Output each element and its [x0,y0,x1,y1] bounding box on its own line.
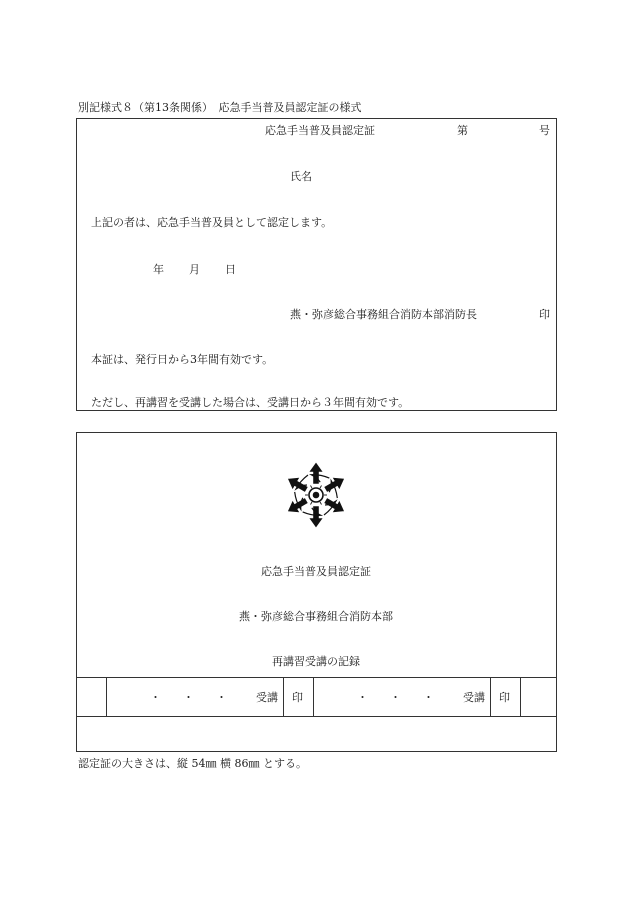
back-title: 応急手当普及員認定証 [261,565,371,578]
front-title: 応急手当普及員認定証 [265,124,375,137]
record-col-divider [313,677,314,716]
validity-text: 本証は、発行日から3年間有効です。 [91,353,274,366]
record-right-seal: 印 [499,691,510,704]
renewal-note: ただし、再講習を受講した場合は、受講日から３年間有効です。 [91,396,410,409]
date-day: 日 [225,263,236,276]
record-table-bottom-border [76,716,557,717]
form-caption: 別記様式８（第13条関係） 応急手当普及員認定証の様式 [78,101,362,114]
back-organization: 燕・弥彦総合事務組合消防本部 [239,610,393,623]
record-col-divider [283,677,284,716]
issuer-name: 燕・弥彦総合事務組合消防本部消防長 [290,308,477,321]
record-col-divider [106,677,107,716]
size-footnote: 認定証の大きさは、縦 54㎜ 横 86㎜ とする。 [78,757,307,770]
date-year: 年 [153,263,164,276]
record-col-divider [490,677,491,716]
certificate-front [76,118,557,411]
record-right-date: ・ ・ ・ [357,691,434,704]
record-table-top-border [76,677,557,678]
certification-statement: 上記の者は、応急手当普及員として認定します。 [91,216,333,229]
record-left-date: ・ ・ ・ [150,691,227,704]
record-left-seal: 印 [292,691,303,704]
record-heading: 再講習受講の記録 [272,655,360,668]
date-month: 月 [189,263,200,276]
number-suffix: 号 [539,124,550,137]
issuer-seal: 印 [539,308,550,321]
record-left-label: 受講 [256,691,278,704]
record-right-label: 受講 [463,691,485,704]
number-prefix: 第 [457,124,468,137]
fire-department-emblem-icon [282,461,350,529]
name-label: 氏名 [290,170,312,183]
record-col-divider [520,677,521,716]
